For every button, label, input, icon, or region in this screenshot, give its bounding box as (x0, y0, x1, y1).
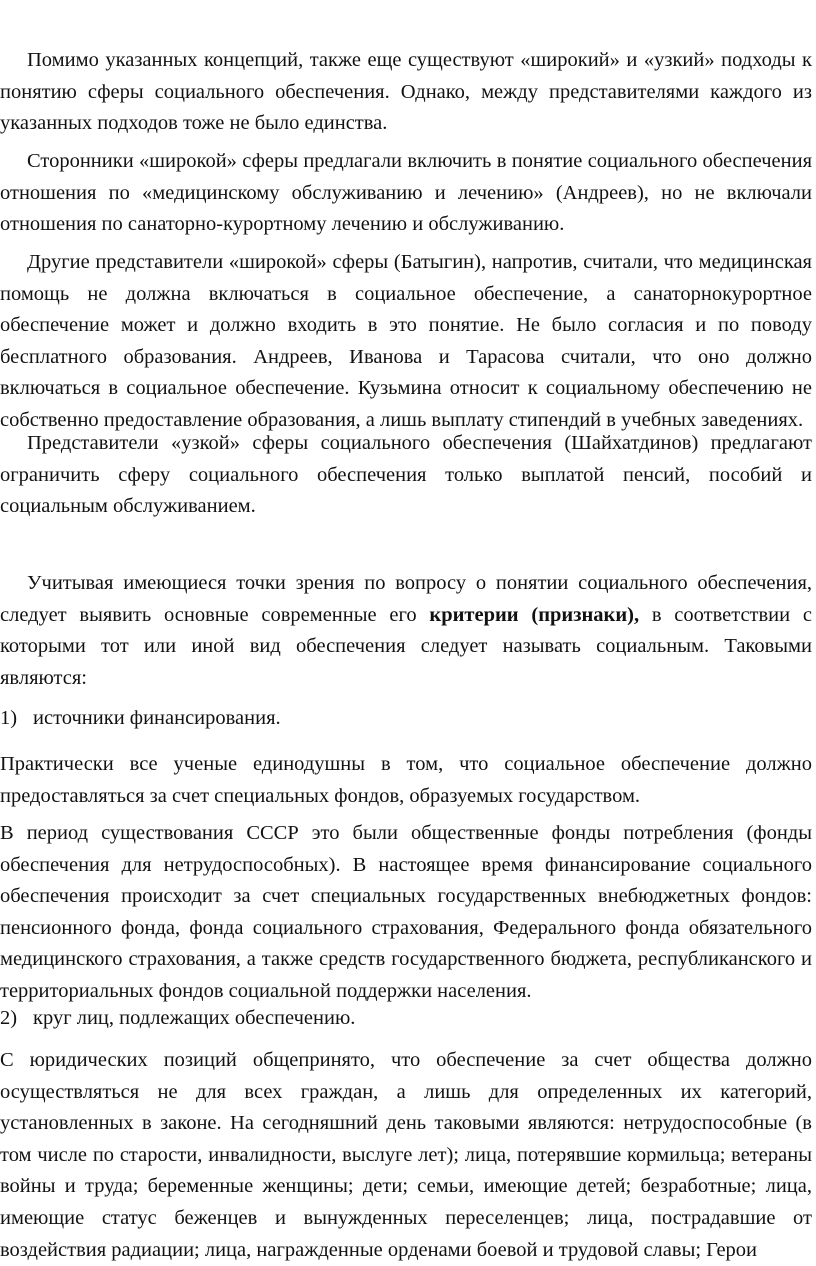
list-item-label: круг лиц, подлежащих обеспечению. (33, 1007, 356, 1029)
list-number: 2) (0, 1007, 18, 1029)
paragraph-special-funds: Практически все ученые единодушны в том, что социальное обеспечение должно предоставляться за счет специальных фондов, образуемых государством. (0, 753, 812, 807)
paragraph-other-broad: Другие представители «широкой» сферы (Батыгин), напротив, считали, что медицинская помощь не должна включаться в социальное обеспечение, а санаторнокурортное обеспечение может и должно входить в это понятие. Не было согласия и по поводу бесплатного образования. Андреев, Иванова и Тарасова считали, что оно должно включаться в социальное обеспечение. Кузьмина относит к социальному обеспечению не собственно предоставление образования, а лишь выплату стипендий в учебных заведениях. (0, 251, 812, 431)
list-number: 1) (0, 707, 18, 729)
list-item-persons (0, 1003, 812, 1035)
list-item-financing (0, 703, 812, 735)
paragraph-ussr-funds: В период существования СССР это были общественные фонды потребления (фонды обеспечения для нетрудоспособных). В настоящее время финансирование социального обеспечения происходит за счет специальных государственных внебюджетных фондов: пенсионного фонда, фонда социального страхования, Федерального фонда обязательного медицинского страхования, а также средств государственного бюджета, республиканского и территориальных фондов социальной поддержки населения. (0, 822, 812, 1002)
paragraph-approaches: Помимо указанных концепций, также еще существуют «широкий» и «узкий» подходы к понятию сферы социального обеспечения. Однако, между представителями каждого из указанных подходов тоже не было единства. (0, 49, 812, 135)
paragraph-narrow: Представители «узкой» сферы социального обеспечения (Шайхатдинов) предлагают ограничить сферу социального обеспечения только выплатой пенсий, пособий и социальным обслуживанием. (0, 432, 812, 518)
paragraph-broad-supporters: Сторонники «широкой» сферы предлагали включить в понятие социального обеспечения отношения по «медицинскому обслуживанию и лечению» (Андреев), но не включали отношения по санаторно-курортному лечению и обслуживанию. (0, 150, 812, 236)
list-item-label: источники финансирования. (33, 707, 281, 729)
paragraph-legal-positions: С юридических позиций общепринято, что обеспечение за счет общества должно осуществляться не для всех граждан, а лишь для определенных их категорий, установленных в законе. На сегодняшний день таковыми являются: нетрудоспособные (в том числе по старости, инвалидности, выслуге лет); лица, потерявшие кормильца; ветераны войны и труда; беременные женщины; дети; семьи, имеющие детей; безработные; лица, имеющие статус беженцев и вынужденных переселенцев; лица, пострадавшие от воздействия радиации; лица, награжденные орденами боевой и трудовой славы; Герои (0, 1049, 812, 1261)
criteria-text-after: в соответствии с которыми тот или иной вид обеспечения следует называть социальным. Таковыми являются: (0, 603, 812, 689)
paragraph-criteria (0, 568, 812, 694)
criteria-bold-term: критерии (признаки), (429, 603, 640, 626)
criteria-text-before: Учитывая имеющиеся точки зрения по вопросу о понятии социального обеспечения, следует выявить основные современные его (0, 572, 812, 626)
